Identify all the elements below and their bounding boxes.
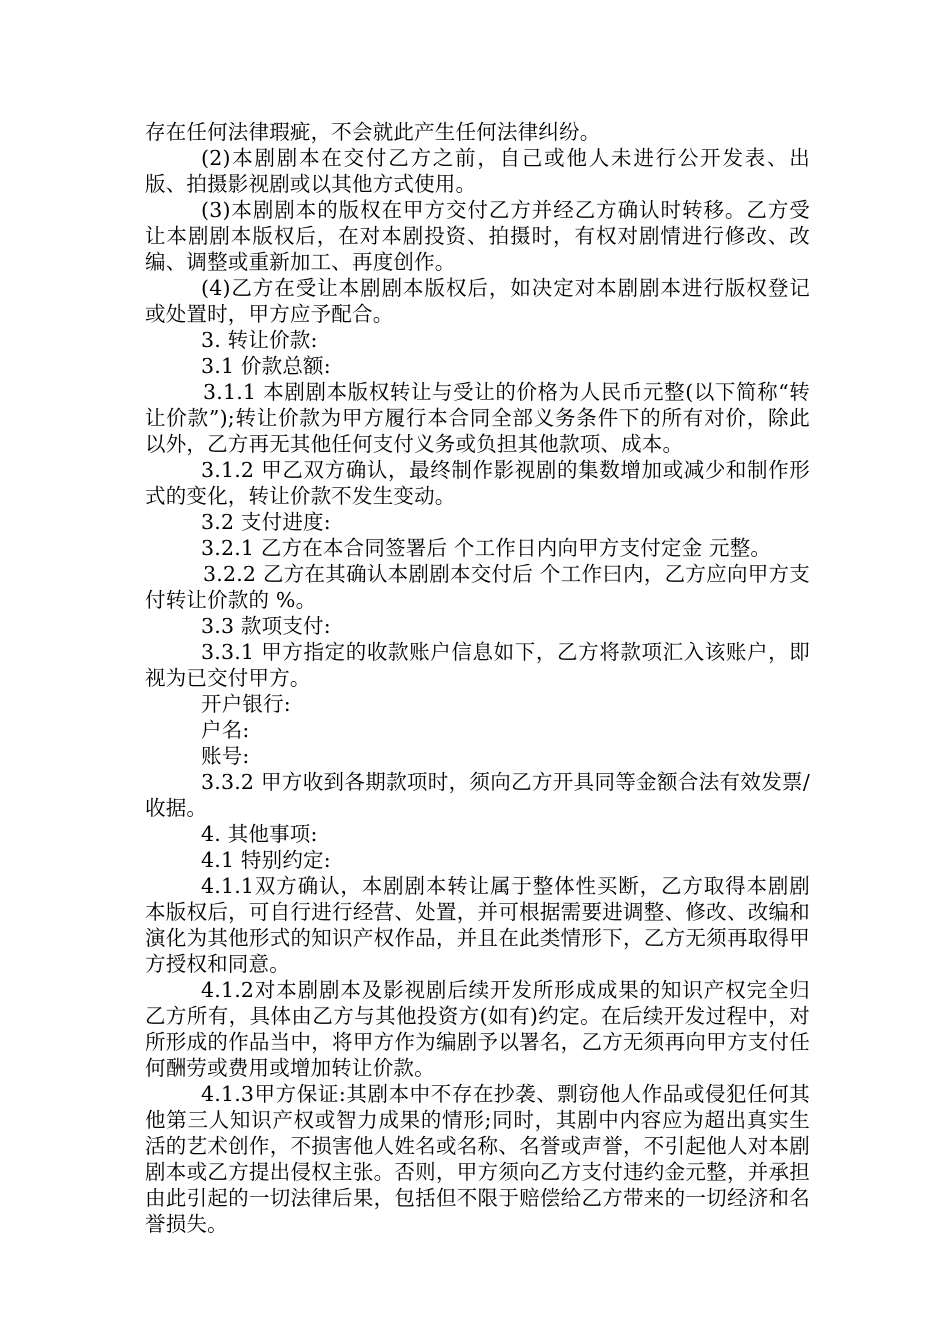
subsection-heading-4-1: 4.1 特别约定:	[201, 848, 331, 872]
paragraph-clause-2: (2)本剧剧本在交付乙方之前，自己或他人未进行公开发表、出版、拍摄影视剧或以其他方式使用。	[145, 146, 810, 196]
account-number-label: 账号:	[201, 744, 250, 768]
subsection-heading-3-1: 3.1 价款总额:	[201, 354, 331, 378]
document-body	[145, 119, 810, 1237]
paragraph-4-1-2: 4.1.2对本剧剧本及影视剧后续开发所形成成果的知识产权完全归乙方所有，具体由乙方与其他投资方(如有)约定。在后续开发过程中，对所形成的作品当中，将甲方作为编剧予以署名，乙方无须再向甲方支付任何酬劳或费用或增加转让价款。	[145, 978, 810, 1080]
account-holder-label: 户名:	[201, 718, 250, 742]
subsection-heading-3-2: 3.2 支付进度:	[201, 510, 331, 534]
paragraph-continuation: 存在任何法律瑕疵，不会就此产生任何法律纠纷。	[145, 120, 601, 144]
paragraph-3-2-1: 3.2.1 乙方在本合同签署后 个工作日内向甲方支付定金 元整。	[201, 536, 772, 560]
subsection-heading-3-3: 3.3 款项支付:	[201, 614, 331, 638]
paragraph-3-2-2: 3.2.2 乙方在其确认本剧剧本交付后 个工作曰内，乙方应向甲方支付转让价款的 %。	[145, 562, 810, 612]
paragraph-3-3-1: 3.3.1 甲方指定的收款账户信息如下，乙方将款项汇入该账户，即视为已交付甲方。	[145, 640, 810, 690]
paragraph-3-1-1: 3.1.1 本剧剧本版权转让与受让的价格为人民币元整(以下简称“转让价款”);转让价款为甲方履行本合同全部义务条件下的所有对价，除此以外，乙方再无其他任何支付义务或负担其他款项、成本。	[145, 380, 810, 456]
paragraph-3-1-2: 3.1.2 甲乙双方确认，最终制作影视剧的集数增加或减少和制作形式的变化，转让价款不发生变动。	[145, 458, 810, 508]
paragraph-clause-4: (4)乙方在受让本剧剧本版权后，如决定对本剧剧本进行版权登记或处置时，甲方应予配合。	[145, 276, 810, 326]
paragraph-3-3-2: 3.3.2 甲方收到各期款项时，须向乙方开具同等金额合法有效发票/收据。	[145, 770, 810, 820]
section-heading-3: 3. 转让价款:	[201, 328, 318, 352]
paragraph-clause-3: (3)本剧剧本的版权在甲方交付乙方并经乙方确认时转移。乙方受让本剧剧本版权后，在对本剧投资、拍摄时，有权对剧情进行修改、改编、调整或重新加工、再度创作。	[145, 198, 810, 274]
section-heading-4: 4. 其他事项:	[201, 822, 318, 846]
bank-name-label: 开户银行:	[201, 692, 291, 716]
paragraph-4-1-3: 4.1.3甲方保证:其剧本中不存在抄袭、剽窃他人作品或侵犯任何其他第三人知识产权或智力成果的情形;同时，其剧中内容应为超出真实生活的艺术创作，不损害他人姓名或名称、名誉或声誉，不引起他人对本剧剧本或乙方提出侵权主张。否则，甲方须向乙方支付违约金元整，并承担由此引起的一切法律后果，包括但不限于赔偿给乙方带来的一切经济和名誉损失。	[145, 1082, 810, 1236]
paragraph-4-1-1: 4.1.1双方确认，本剧剧本转让属于整体性买断，乙方取得本剧剧本版权后，可自行进行经营、处置，并可根据需要进调整、修改、改编和演化为其他形式的知识产权作品，并且在此类情形下，乙方无须再取得甲方授权和同意。	[145, 874, 810, 976]
